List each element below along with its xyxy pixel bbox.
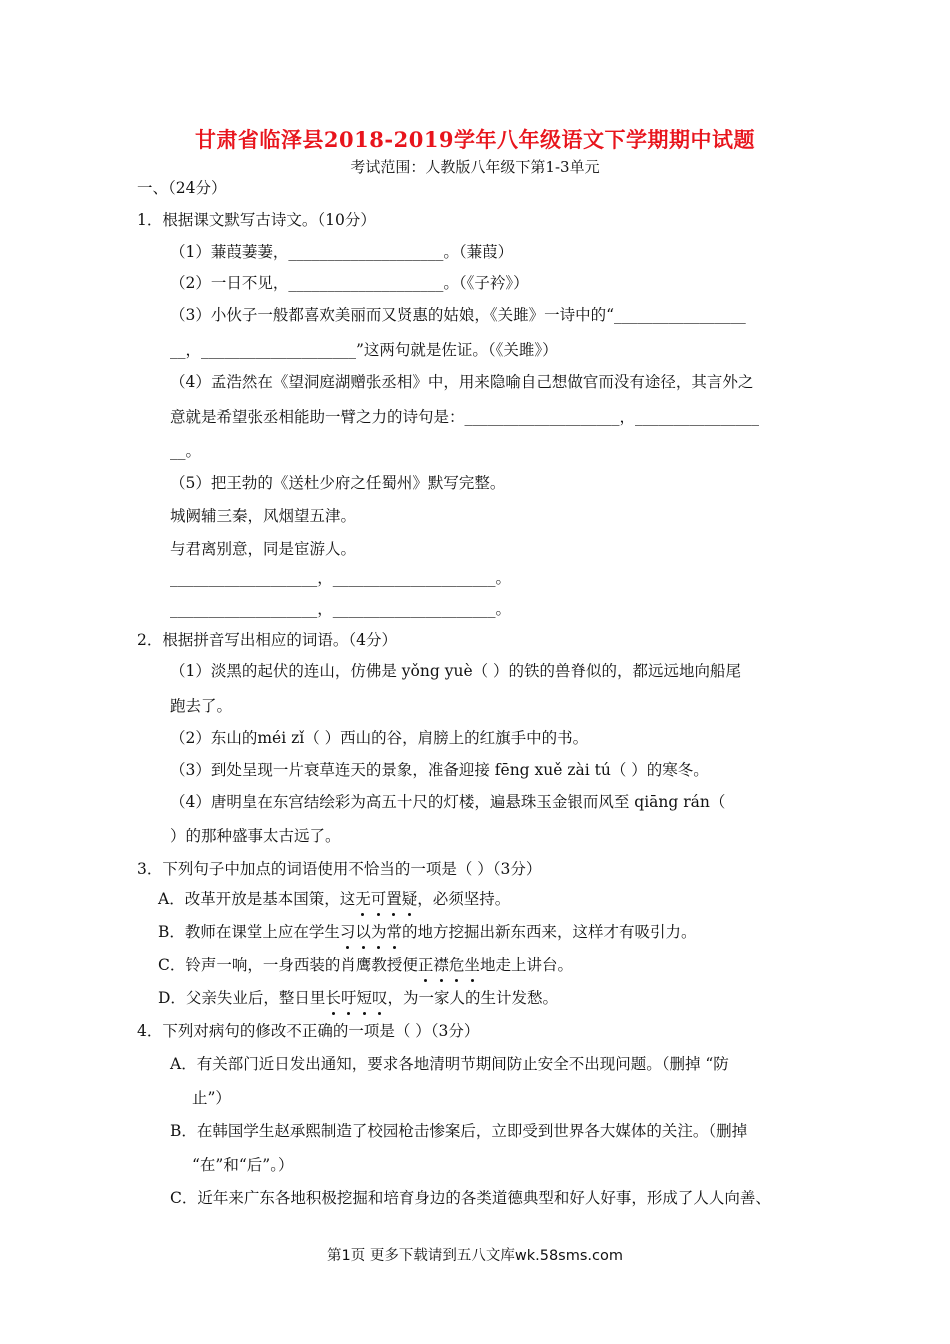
q4-option-a-line1: A．有关部门近日发出通知，要求各地清明节期间防止安全不出现问题。（删掉 “防 [170,1055,729,1073]
q2-part3: （3）到处呈现一片衰草连天的景象，准备迎接 fēng xuě zài tú（ ）的寒冬。 [170,761,709,779]
q2-part4-line1: （4）唐明皇在东宫结绘彩为高五十尺的灯楼，遍悬珠玉金银而风至 qiāng rán（ [170,793,726,811]
q2-part4-line2: ）的那种盛事太古远了。 [170,827,341,845]
q3-option-c: C．铃声一响，一身西装的肖鹰教授便正襟危坐地走上讲台。 [158,956,573,974]
q4-option-b-line1: B．在韩国学生赵承熙制造了校园枪击惨案后，立即受到世界各大媒体的关注。（删掉 [170,1122,748,1140]
q3-option-b: B．教师在课堂上应在学生习以为常的地方挖掘出新东西来，这样才有吸引力。 [158,923,697,941]
q3-c-dotted-word [418,956,480,974]
q3-d-dotted-word [325,989,387,1007]
emphasis-dot-char: 坐 [464,956,480,974]
q4-option-b-line2: “在”和“后”。） [192,1156,294,1174]
q1-part4-line1: （4）孟浩然在《望洞庭湖赠张丞相》中，用来隐喻自己想做官而没有途径，其言外之 [170,373,754,391]
emphasis-dot-char: 常 [386,923,402,941]
emphasis-dot-char: 为 [370,923,387,941]
q1-part4-line2: 意就是希望张丞相能助一臂之力的诗句是：____________________，________________ [170,408,760,426]
q4-stem: 4．下列对病句的修改不正确的一项是（ ）（3分） [137,1022,480,1040]
q2-part1-line2: 跑去了。 [170,697,233,715]
emphasis-dot-char: 习 [339,923,356,941]
q1-stem: 1．根据课文默写古诗文。（10分） [137,211,376,229]
emphasis-dot-char: 叹 [371,989,388,1007]
q1-part3-line2: __，____________________”这两句就是佐证。（《关雎》） [170,341,558,359]
q2-part2: （2）东山的méi zǐ（ ）西山的谷，肩膀上的红旗手中的书。 [170,729,589,747]
emphasis-dot-char: 无 [355,890,371,908]
emphasis-dot-char: 危 [448,956,465,974]
exam-scope: 考试范围：人教版八年级下第1-3单元 [350,158,600,176]
q3-stem: 3．下列句子中加点的词语使用不恰当的一项是（ ）（3分） [137,860,542,878]
page-footer: 第1页 更多下载请到五八文库wk.58sms.com [327,1248,623,1264]
q2-stem: 2．根据拼音写出相应的词语。（4分） [137,631,397,649]
q3-b-dotted-word [340,923,402,941]
q1-part4-line3: __。 [170,442,202,460]
emphasis-dot-char: 可 [370,890,387,908]
q4-option-a-line2: 止”） [192,1089,231,1107]
emphasis-dot-char: 吁 [340,989,357,1007]
emphasis-dot-char: 疑 [401,890,418,908]
q3-a-dotted-word [355,890,417,908]
emphasis-dot-char: 襟 [433,956,449,974]
poem-line1: 城阙辅三秦，风烟望五津。 [170,507,357,525]
section-heading: 一、（24分） [137,179,227,197]
q1-part3-line1: （3）小伙子一般都喜欢美丽而又贤惠的姑娘，《关雎》一诗中的“_________________ [170,306,746,324]
poem-blank2: ___________________，_____________________。 [170,600,512,618]
emphasis-dot-char: 短 [356,989,372,1007]
q3-option-a: A．改革开放是基本国策，这无可置疑，必须坚持。 [158,890,511,908]
q3-option-d: D．父亲失业后，整日里长吁短叹，为一家人的生计发愁。 [158,989,559,1007]
page-title: 甘肃省临泽县2018-2019学年八年级语文下学期期中试题 [194,127,756,152]
emphasis-dot-char: 以 [355,923,371,941]
poem-line2: 与君离别意，同是宦游人。 [170,540,357,558]
poem-blank1: ___________________，_____________________。 [170,569,512,587]
q1-part2: （2）一日不见，____________________。（《子衿》） [170,274,529,292]
q1-part5: （5）把王勃的《送杜少府之任蜀州》默写完整。 [170,474,506,492]
q2-part1-line1: （1）淡黑的起伏的连山，仿佛是 yǒng yuè（ ）的铁的兽脊似的，都远远地向船尾 [170,662,742,680]
emphasis-dot-char: 正 [417,956,434,974]
q4-option-c-line1: C．近年来广东各地积极挖掘和培育身边的各类道德典型和好人好事，形成了人人向善、 [170,1189,771,1207]
emphasis-dot-char: 置 [386,890,402,908]
q1-part1: （1）蒹葭萋萋，____________________。（蒹葭） [170,243,514,261]
emphasis-dot-char: 长 [325,989,341,1007]
